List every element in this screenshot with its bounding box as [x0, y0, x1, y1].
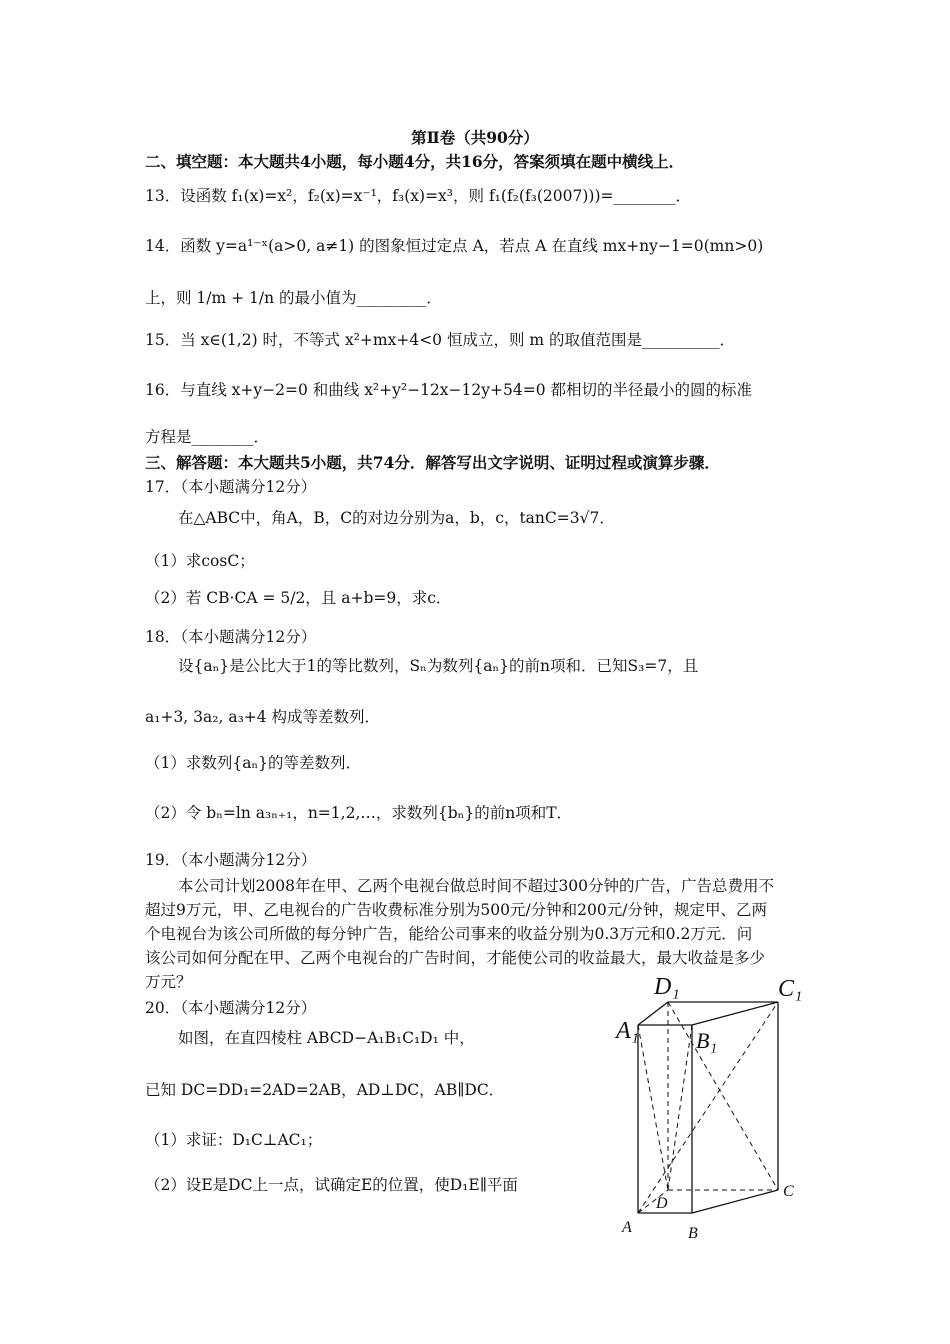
label-b: B: [688, 1225, 698, 1242]
question-18-stem1: 设{aₙ}是公比大于1的等比数列，Sₙ为数列{aₙ}的前n项和．已知S₃=7，且: [178, 657, 699, 675]
question-19-line: 万元？: [145, 973, 192, 991]
question-19-head: 19．（本小题满分12分）: [145, 851, 317, 869]
question-18-part2: （2）令 bₙ=ln a₃ₙ₊₁，n=1,2,…，求数列{bₙ}的前n项和T．: [145, 804, 573, 822]
question-16-line2: 方程是________．: [145, 428, 270, 446]
question-20-stem2: 已知 DC=DD₁=2AD=2AB，AD⊥DC，AB∥DC．: [145, 1081, 505, 1099]
diagonal-b1d: [668, 1025, 692, 1190]
label-a: A: [622, 1219, 632, 1236]
prism-diagram: [606, 960, 821, 1250]
question-20-part2: （2）设E是DC上一点，试确定E的位置，使D₁E∥平面: [145, 1176, 518, 1194]
label-c: C: [783, 1183, 794, 1200]
edge-bc: [692, 1190, 778, 1213]
question-16-line1: 16．与直线 x+y−2=0 和曲线 x²+y²−12x−12y+54=0 都相切的半径最小的圆的标准: [145, 381, 753, 399]
label-d: D: [656, 1195, 668, 1212]
label-b1: B₁: [696, 1028, 718, 1053]
question-14-line1: 14．函数 y=a¹⁻ˣ(a>0, a≠1) 的图象恒过定点 A，若点 A 在直线 mx+ny−1=0(mn>0): [145, 237, 764, 255]
question-19-line: 该公司如何分配在甲、乙两个电视台的广告时间，才能使公司的收益最大，最大收益是多少: [145, 949, 766, 967]
question-18-part1: （1）求数列{aₙ}的等差数列．: [145, 754, 362, 772]
diagonal-a1d: [638, 1025, 668, 1190]
label-c1: C₁: [778, 976, 803, 1002]
question-17-part1: （1）求cosC；: [145, 552, 255, 570]
prism-figure: [606, 960, 821, 1250]
question-13: 13．设函数 f₁(x)=x²，f₂(x)=x⁻¹，f₃(x)=x³，则 f₁(f₂(f₃(2007)))=________．: [145, 187, 692, 205]
question-18-stem2: a₁+3, 3a₂, a₃+4 构成等差数列．: [145, 708, 381, 726]
section-3-heading: 三、解答题：本大题共5小题，共74分．解答写出文字说明、证明过程或演算步骤．: [145, 453, 720, 472]
question-14-line2: 上，则 1/m + 1/n 的最小值为_________．: [145, 289, 442, 307]
edge-d1a1: [638, 1002, 668, 1025]
label-d1: D₁: [654, 974, 680, 1000]
question-17-head: 17．（本小题满分12分）: [145, 478, 317, 496]
section-2-heading: 二、填空题：本大题共4小题，每小题4分，共16分，答案须填在题中横线上．: [145, 152, 685, 171]
question-19-line: 本公司计划2008年在甲、乙两个电视台做总时间不超过300分钟的广告，广告总费用不: [178, 877, 775, 895]
question-15: 15．当 x∈(1,2) 时，不等式 x²+mx+4<0 恒成立，则 m 的取值范围是__________．: [145, 331, 736, 349]
question-18-head: 18．（本小题满分12分）: [145, 628, 317, 646]
question-19-line: 个电视台为该公司所做的每分钟广告，能给公司事来的收益分别为0.3万元和0.2万元．问: [145, 925, 753, 943]
question-20-part1: （1）求证：D₁C⊥AC₁；: [145, 1131, 323, 1149]
diagonal-d1c: [668, 1002, 778, 1190]
page-title: 第Ⅱ卷（共90分）: [411, 128, 539, 147]
question-19-line: 超过9万元，甲、乙电视台的广告收费标准分别为500元/分钟和200元/分钟，规定甲、乙两: [145, 901, 767, 919]
question-20-stem1: 如图，在直四棱柱 ABCD−A₁B₁C₁D₁ 中，: [178, 1029, 475, 1047]
label-a1: A₁: [616, 1018, 640, 1044]
question-17-stem: 在△ABC中，角A，B，C的对边分别为a，b，c，tanC=3√7．: [178, 509, 615, 527]
question-17-part2: （2）若 CB·CA = 5/2，且 a+b=9，求c．: [145, 589, 452, 607]
question-20-head: 20．（本小题满分12分）: [145, 999, 317, 1017]
